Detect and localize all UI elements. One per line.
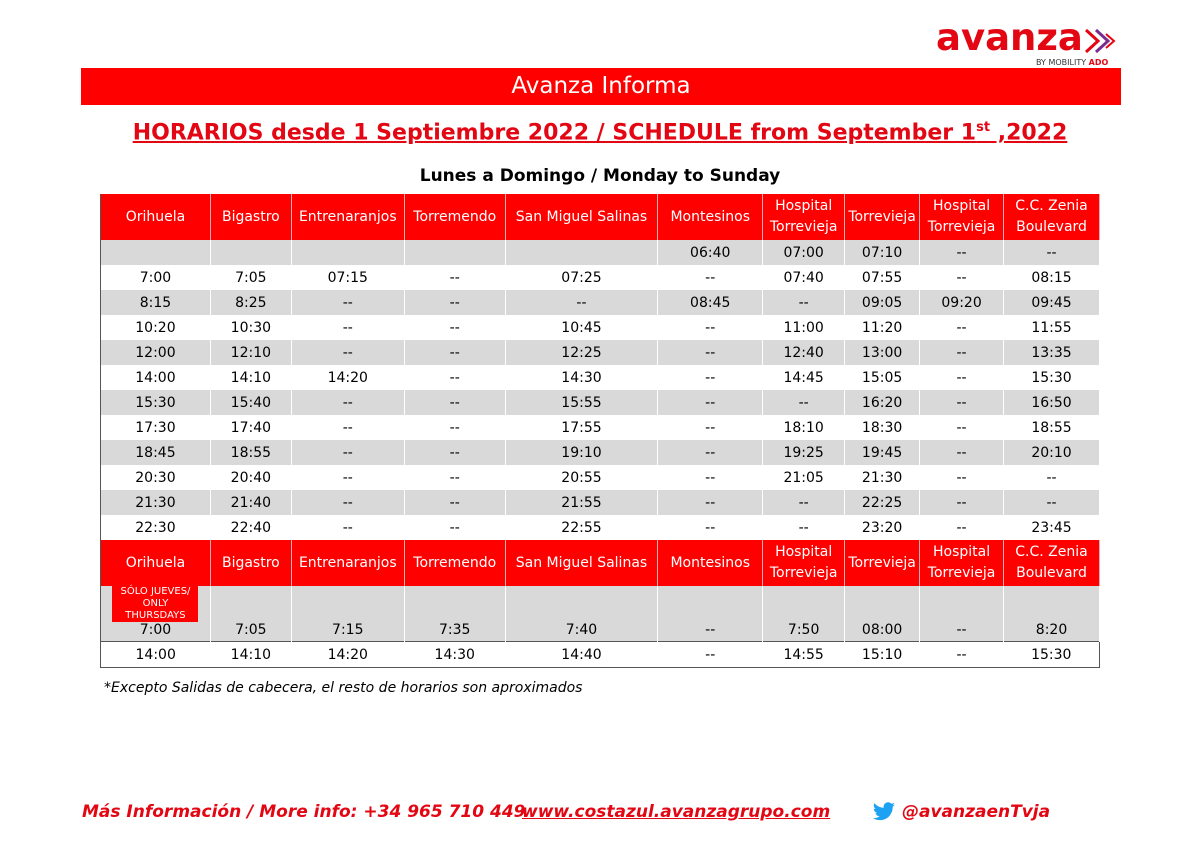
table-cell: -- <box>920 586 1004 642</box>
header-cell: San Miguel Salinas <box>505 540 658 586</box>
table-cell: -- <box>658 265 763 290</box>
table-cell: 20:55 <box>505 465 658 490</box>
table-cell: -- <box>658 465 763 490</box>
table-cell: 15:55 <box>505 390 658 415</box>
footer-info: Más Información / More info: +34 965 710 449 <box>82 802 526 822</box>
table-cell: 22:25 <box>845 490 920 515</box>
table-cell: 22:40 <box>210 515 291 540</box>
table-cell: -- <box>404 315 505 340</box>
table-cell: 12:40 <box>763 340 845 365</box>
table-cell <box>101 240 211 265</box>
table-cell: 21:05 <box>763 465 845 490</box>
table-cell: 07:00 <box>763 240 845 265</box>
table-cell: 16:50 <box>1004 390 1100 415</box>
table-cell: 12:25 <box>505 340 658 365</box>
header-cell: Torremendo <box>404 194 505 240</box>
table-cell: -- <box>658 365 763 390</box>
thursday-row <box>101 642 1100 668</box>
footer-twitter[interactable] <box>872 802 1050 822</box>
table-cell: 8:15 <box>101 290 211 315</box>
table-cell: 7:05 <box>210 265 291 290</box>
table-row <box>101 415 1100 440</box>
table-cell: 23:45 <box>1004 515 1100 540</box>
header-row <box>101 194 1100 240</box>
header-cell: Bigastro <box>210 194 291 240</box>
table-cell: -- <box>404 290 505 315</box>
table-cell: 7:05 <box>210 586 291 642</box>
schedule-table <box>100 194 1100 668</box>
table-row <box>101 390 1100 415</box>
table-cell <box>404 240 505 265</box>
table-cell: 10:45 <box>505 315 658 340</box>
table-cell: 06:40 <box>658 240 763 265</box>
table-row <box>101 515 1100 540</box>
table-cell: -- <box>1004 465 1100 490</box>
table-cell: 15:05 <box>845 365 920 390</box>
table-row <box>101 265 1100 290</box>
table-cell <box>291 240 404 265</box>
table-cell: 15:10 <box>845 642 920 668</box>
header-cell: Entrenaranjos <box>291 194 404 240</box>
table-cell: 09:20 <box>920 290 1004 315</box>
table-cell: 18:55 <box>1004 415 1100 440</box>
table-cell: -- <box>763 290 845 315</box>
table-cell: -- <box>291 465 404 490</box>
table-cell: 14:30 <box>505 365 658 390</box>
table-cell: -- <box>920 490 1004 515</box>
table-cell: 17:40 <box>210 415 291 440</box>
logo-chevron-icon <box>1084 26 1124 56</box>
table-cell: -- <box>404 390 505 415</box>
table-cell: 21:55 <box>505 490 658 515</box>
table-row <box>101 440 1100 465</box>
table-cell: 7:15 <box>291 586 404 642</box>
page-title: HORARIOS desde 1 Septiembre 2022 / SCHEDULE from September 1st ,2022 <box>132 120 1068 146</box>
table-cell: -- <box>658 390 763 415</box>
table-row <box>101 340 1100 365</box>
table-cell: 8:20 <box>1004 586 1100 642</box>
table-cell: -- <box>658 642 763 668</box>
table-cell: -- <box>1004 240 1100 265</box>
table-cell: 23:20 <box>845 515 920 540</box>
header-cell: Torrevieja <box>845 194 920 240</box>
table-cell: 7:00 <box>101 265 211 290</box>
table-cell: 22:30 <box>101 515 211 540</box>
table-cell: -- <box>920 415 1004 440</box>
header-cell: Torrevieja <box>845 540 920 586</box>
logo-subtitle: BY MOBILITY ADO <box>1036 58 1109 67</box>
table-cell: 12:10 <box>210 340 291 365</box>
table-cell <box>210 240 291 265</box>
table-cell: 8:25 <box>210 290 291 315</box>
table-cell: 07:10 <box>845 240 920 265</box>
table-cell: -- <box>920 642 1004 668</box>
table-cell: 16:20 <box>845 390 920 415</box>
table-cell: -- <box>404 415 505 440</box>
table-cell: 19:45 <box>845 440 920 465</box>
table-cell: -- <box>291 340 404 365</box>
table-cell: 15:40 <box>210 390 291 415</box>
table-cell: 17:55 <box>505 415 658 440</box>
table-cell: -- <box>920 315 1004 340</box>
twitter-handle: @avanzaenTvja <box>902 802 1051 822</box>
table-cell: 08:15 <box>1004 265 1100 290</box>
table-cell: -- <box>763 390 845 415</box>
avanza-logo <box>936 18 1126 70</box>
table-row <box>101 240 1100 265</box>
table-cell: 14:20 <box>291 642 404 668</box>
table-cell: -- <box>920 515 1004 540</box>
table-cell: -- <box>404 465 505 490</box>
table-cell: -- <box>658 586 763 642</box>
table-cell: 08:00 <box>845 586 920 642</box>
table-cell: -- <box>920 240 1004 265</box>
table-cell: 14:30 <box>404 642 505 668</box>
table-cell: -- <box>920 390 1004 415</box>
table-cell: -- <box>404 515 505 540</box>
table-row <box>101 315 1100 340</box>
table-cell: -- <box>920 440 1004 465</box>
table-cell: 7:50 <box>763 586 845 642</box>
table-cell: -- <box>505 290 658 315</box>
table-cell: 20:30 <box>101 465 211 490</box>
table-cell: 19:10 <box>505 440 658 465</box>
table-cell: 21:30 <box>101 490 211 515</box>
header-cell: Hospital Torrevieja <box>763 194 845 240</box>
twitter-bird-icon <box>872 802 896 822</box>
table-cell: -- <box>658 340 763 365</box>
header-cell: C.C. Zenia Boulevard <box>1004 194 1100 240</box>
table-cell: 20:40 <box>210 465 291 490</box>
table-cell: 14:20 <box>291 365 404 390</box>
header-cell: Orihuela <box>101 194 211 240</box>
table-cell: -- <box>763 490 845 515</box>
table-cell: -- <box>291 315 404 340</box>
table-cell: -- <box>404 265 505 290</box>
table-cell: 18:30 <box>845 415 920 440</box>
header-cell: Orihuela <box>101 540 211 586</box>
table-cell: -- <box>920 265 1004 290</box>
table-cell: -- <box>291 515 404 540</box>
table-cell: -- <box>658 515 763 540</box>
table-cell: -- <box>404 340 505 365</box>
table-cell: -- <box>404 440 505 465</box>
header-cell: Montesinos <box>658 194 763 240</box>
table-cell: -- <box>404 490 505 515</box>
table-cell: 14:10 <box>210 642 291 668</box>
table-cell: 14:10 <box>210 365 291 390</box>
thursday-only-tag: SÓLO JUEVES/ ONLY THURSDAYS <box>112 586 198 622</box>
table-row <box>101 490 1100 515</box>
logo-wordmark: avanza <box>936 16 1083 59</box>
table-cell: 17:30 <box>101 415 211 440</box>
table-cell: 11:00 <box>763 315 845 340</box>
table-cell: 08:45 <box>658 290 763 315</box>
table-cell: 20:10 <box>1004 440 1100 465</box>
table-cell: 18:55 <box>210 440 291 465</box>
table-cell: 22:55 <box>505 515 658 540</box>
table-cell: -- <box>291 290 404 315</box>
table-cell: 19:25 <box>763 440 845 465</box>
header-cell: San Miguel Salinas <box>505 194 658 240</box>
table-cell: 14:00 <box>101 365 211 390</box>
table-cell: 21:30 <box>845 465 920 490</box>
table-cell: -- <box>291 490 404 515</box>
table-cell: -- <box>658 440 763 465</box>
table-cell: 13:35 <box>1004 340 1100 365</box>
table-cell: 14:55 <box>763 642 845 668</box>
table-cell: 09:45 <box>1004 290 1100 315</box>
table-cell: 07:55 <box>845 265 920 290</box>
table-cell: 13:00 <box>845 340 920 365</box>
header-cell: Torremendo <box>404 540 505 586</box>
header-cell: Hospital Torrevieja <box>920 194 1004 240</box>
table-cell: -- <box>658 315 763 340</box>
table-cell: 18:45 <box>101 440 211 465</box>
table-cell: 11:20 <box>845 315 920 340</box>
header-cell: Montesinos <box>658 540 763 586</box>
days-subtitle: Lunes a Domingo / Monday to Sunday <box>419 166 781 186</box>
table-cell: 21:40 <box>210 490 291 515</box>
table-cell: -- <box>658 490 763 515</box>
table-cell: 07:25 <box>505 265 658 290</box>
table-cell: 10:20 <box>101 315 211 340</box>
table-cell: 07:15 <box>291 265 404 290</box>
table-cell: 14:00 <box>101 642 211 668</box>
footnote: *Excepto Salidas de cabecera, el resto de horarios son aproximados <box>104 680 583 696</box>
header-cell: Entrenaranjos <box>291 540 404 586</box>
header-cell: C.C. Zenia Boulevard <box>1004 540 1100 586</box>
table-cell: -- <box>291 415 404 440</box>
table-cell: 7:40 <box>505 586 658 642</box>
header-cell: Hospital Torrevieja <box>920 540 1004 586</box>
table-cell: 10:30 <box>210 315 291 340</box>
table-cell: -- <box>763 515 845 540</box>
header-cell: Bigastro <box>210 540 291 586</box>
table-cell: 15:30 <box>101 390 211 415</box>
table-cell: 14:45 <box>763 365 845 390</box>
table-cell: -- <box>920 465 1004 490</box>
table-cell: 15:30 <box>1004 365 1100 390</box>
table-row <box>101 290 1100 315</box>
table-row <box>101 365 1100 390</box>
table-cell: -- <box>291 440 404 465</box>
table-cell: 15:30 <box>1004 642 1100 668</box>
table-cell: 7:35 <box>404 586 505 642</box>
table-cell: -- <box>1004 490 1100 515</box>
table-cell: -- <box>291 390 404 415</box>
title-superscript: st <box>976 120 991 135</box>
table-cell: -- <box>404 365 505 390</box>
table-cell: -- <box>658 415 763 440</box>
footer-website-link[interactable]: www.costazul.avanzagrupo.com <box>522 802 831 822</box>
table-cell: 12:00 <box>101 340 211 365</box>
table-cell: -- <box>920 340 1004 365</box>
table-cell: SÓLO JUEVES/ ONLY THURSDAYS 7:00 <box>101 586 211 642</box>
banner-title: Avanza Informa <box>511 73 691 99</box>
table-row <box>101 465 1100 490</box>
table-cell: 11:55 <box>1004 315 1100 340</box>
table-cell <box>505 240 658 265</box>
thursday-row <box>101 586 1100 642</box>
table-cell: 18:10 <box>763 415 845 440</box>
header-cell: Hospital Torrevieja <box>763 540 845 586</box>
banner <box>81 68 1121 105</box>
header-row-repeat <box>101 540 1100 586</box>
table-cell: -- <box>920 365 1004 390</box>
table-cell: 07:40 <box>763 265 845 290</box>
table-cell: 14:40 <box>505 642 658 668</box>
table-cell: 09:05 <box>845 290 920 315</box>
